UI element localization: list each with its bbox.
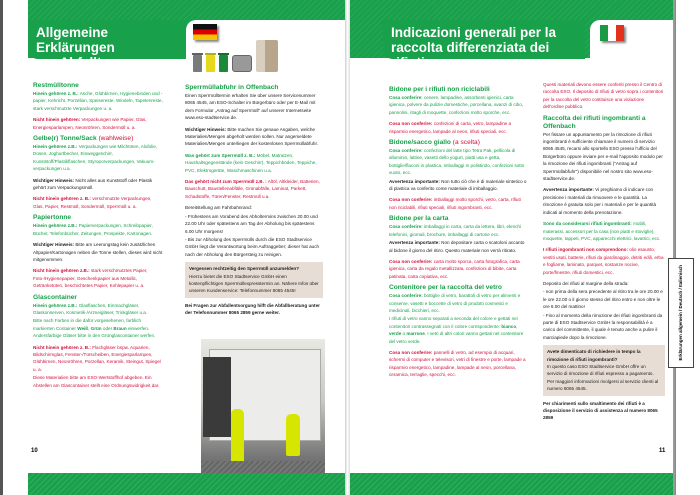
- out-label: Cosa non conferire:: [389, 349, 433, 355]
- hint-label: Avvertenza importante:: [543, 187, 594, 193]
- ingombranti-intro: Per fissare un appuntamento per la rimozione di rifiuti ingombranti è sufficiente chiamare il numero di servizio 8065 4545, recarsi allo sportello ESO presso l'ufficio del Bürgerbüro oppure inviare per e-mail l'apposito modulo per la rimozione dei rifiuti ingombranti ("Antrag auf Sperrmüllabfuhr") disponibile nel nostro sito www.eso-stadtservice.de.: [543, 131, 663, 182]
- in-text: Asche, Glühbirnen, Hygienebinden und -papier, Kehricht, Porzellan, Speisereste, Windeln, Tapetenreste, stark verschmutzte Verpackungen u. a.: [33, 91, 163, 111]
- color-or: o: [402, 331, 406, 337]
- color-text-2: einwerfen. Andersfarbige Gläser bitte in den Grünglascontainer werfen.: [33, 325, 156, 339]
- glass-warning: Questi materiali devono essere conferiti presso il Centro di raccolta ESO. Il deposito di rifiuti di vetro sopra i contenitori per la raccolta del vetro costituisce una violazione dell'ordine pubblico.: [543, 82, 664, 110]
- left-page: [0, 0, 345, 495]
- heading-vetro: Contenitore per la raccolta del vetro: [389, 284, 502, 292]
- heading-giallo: Bidone/sacco giallo: [389, 139, 451, 147]
- in-label: Sono da considerarsi rifiuti ingombranti:: [543, 221, 632, 227]
- in-text: confezioni del latte tipo Tetra Pak, pellicola di alluminio, lattine, vasetti dello yogurt, piatti usa e getta, bottiglie/flaconi in plastica, imballaggi in polistirolo, confezioni sotto vuoto, ecc.: [389, 148, 525, 176]
- reminder-note: [185, 262, 323, 298]
- in-text: Papierverpackungen, Schreibpapier, Bücher, Telefonbücher, Zeitungen, Prospekte, Kartonagen.: [33, 223, 153, 236]
- in-label: Hinein gehören z.B.:: [33, 223, 78, 229]
- in-text: mobili, materassi, accessori per la casa (non piatti e stoviglie), moquette, tappeti, PVC, apparecchi elettrici, lavatrici, ecc.: [543, 221, 661, 241]
- provision-item-2: - Bis zur Abholung des Sperrmülls durch die ESO Stadtservice GmbH liegt die Verantwortung beim Auftraggeber; dieser hat auch nach der Abholung den Bürgersteig zu reinigen.: [185, 236, 320, 257]
- green-bin-icon: [219, 55, 228, 72]
- out-label: Cosa non conferire:: [389, 197, 433, 203]
- provision-item-1: - Frühestens am Vorabend des Abholtermins zwischen 20.00 und 22.00 Uhr oder spätestens am Tag der Abholung bis spätestens 6.00 Uhr morgens!: [185, 213, 318, 234]
- yellow-bin-icon: [206, 55, 215, 72]
- side-tab-label: Erklärungen allgemein / Deutsch / Italienisch: [677, 265, 683, 361]
- in-text: Glasflaschen, Einmachgläser, Glaskonserven, Kosmetik-/Arzneigläser, Trinkgläser u.a.: [33, 302, 148, 315]
- in-text: cenere, lampadine, assorbenti igienici, carta igienica, polvere da pulizie domestiche, porcellana, avanzi di cibo, pannolini, ritagli di moquette, confezioni molto sporche, ecc.: [389, 95, 524, 115]
- out-text-2: Diese Materialien bitte am ESO-Wertstoffhof abgeben. Ein Abstellen am Glascontainer stellt eine Ordnungswidrigkeit dar.: [33, 375, 160, 388]
- right-page: [350, 0, 675, 495]
- hint-text: Bitte machen Sie genaue Angaben, welche Materialien/Mengen abgeholt werden sollen. Nur angemeldete Materialien/Mengen unterliegen der kostenlosen Sperrmüllabfuhr.: [185, 126, 319, 147]
- out-text: imballaggi molto sporchi, vetro, carta, rifiuti non riciclabili, rifiuti speciali, rifiuti ingombranti, ecc.: [389, 197, 521, 210]
- in-label: Cosa conferire:: [389, 148, 423, 154]
- worker-2: [286, 414, 300, 456]
- provision-title: Deposito dei rifiuti al margine della strada:: [543, 280, 629, 286]
- hint-label: Wichtiger Hinweis:: [33, 242, 75, 248]
- in-label: Cosa conferire:: [389, 293, 423, 299]
- hint-text: Non tutto ciò che è di materiale sintetico o di plastica va conferito come materiale di imballaggio.: [389, 178, 527, 192]
- heading-ingombranti: Raccolta dei rifiuti ingombranti a Offenbach: [543, 114, 646, 130]
- title-line-2: raccolta differenziata dei rifiuti: [391, 40, 550, 70]
- note-text: Hierzu bietet die ESO Stadtservice GmbH einen kostenpflichtigen Sperrmüllexpresstermin an. Nähere Infos über unseren Kundenservice: Telefonnummer 8065 4545!: [189, 273, 319, 294]
- note-text: In questo caso ESO Stadtservice GmbH offre un servizio di rimozione di rifiuti espresso a pagamento. Per maggiori informazioni rivolgersi al servizio clienti al numero 8065 4545.: [547, 364, 659, 392]
- heading-gelbe-extra: (wahlweise): [98, 135, 134, 143]
- out-label: Nicht hinein gehören:: [33, 117, 81, 123]
- side-tab: [668, 258, 694, 368]
- out-label: Nicht hinein gehören z. B.:: [33, 196, 91, 202]
- page-title-de: [28, 20, 186, 70]
- color-brown: marrone: [406, 331, 425, 337]
- hint-text: Bitte am Leerungstag kein zusätzliches Altpapier/Kartonagen neben die Tonne stellen, dieses wird nicht mitgenommen.: [33, 242, 163, 262]
- bulky-waste-icon: [256, 40, 278, 72]
- in-text: imballaggi in carta, carta da lettera, libri, elenchi telefonici, giornali, brochure, imballaggi di cartone ecc.: [389, 224, 522, 237]
- heading-giallo-extra: (a scelta): [452, 139, 480, 147]
- right-col-1: Bidone per i rifiuti non riciclabili Cosa conferire: cenere, lampadine, assorbenti igienici, carta igienica, polvere da pulizie domestiche, porcellana, avanzi di cibo, pannolini, ritagli di moquette, confezioni molto sporche, ecc. Cosa non conferire: confezioni di carta, vetro, lampadine a risparmio energetico, lampade al neon, rifiuti speciali, ecc. Bidone/sacco giallo (a scelta) Cosa conferire: confezioni del latte tipo Tetra Pak, pellicola di alluminio, lattine, vasetti dello yogurt, piatti usa e getta, bottiglie/flaconi in plastica, imballaggi in polistirolo, confezioni sotto vuoto, ecc. Avvertenza importante: Non tutto ciò che è di materiale sintetico o di plastica va conferito come materiale di imballaggio. Cosa non conferire: imballaggi molto sporchi, vetro, carta, rifiuti non riciclabili, rifiuti speciali, rifiuti ingombranti, ecc. Bidone per la carta Cosa conferire: imballaggi in carta, carta da lettera, libri, elenchi telefonici, giornali, brochure, imballaggi di cartone ecc. Avvertenza importante: Non depositare carta o scatoloni accanto al bidone il giorno del ritiro. Questo materiale non verrà ritirato. Cosa non conferire: carta molto sporca, carta fotografica, carta igienica, carta da regalo metallizzata, confezioni di bibite, carta patinata, carta copiativa, ecc. Contenitore per la raccolta del vetro Cosa conferire: bottiglie di vetro, barattoli di vetro per alimenti e conserve, vasetti e boccette di vetro di prodotti cosmetici e medicinali, bicchieri, ecc. I rifiuti di vetro vanno separati a seconda del colore e gettati nei contenitori contrassegnati con il colore corrispondente: bianco, verde o marrone. I vetri di altri colori vanno gettati nel contenitore del vetro verde. Cosa non conferire: pannelli di vetro, ad esempio di acquari, schermi di computer e televisori, vetri di finestre e porte, lampade a risparmio energetico, lampadine, lampade al neon, porcellana, ceramica, terraglie, specchi, ecc.: [389, 83, 529, 383]
- out-label: Nicht hinein gehören z. B.:: [33, 344, 91, 350]
- contact-info: Per chiarimenti sullo smaltimento dei rifiuti è a disposizione il servizio di assistenza al numero 8065 2859: [543, 400, 658, 421]
- footer-band: [28, 473, 345, 495]
- in-text: Verpackungen wie Milchtüten, Alufolie, Dosen, Joghurtbecher, Einweggeschirr, Kunststoff/Plastikflaschen, Styroporverpackungen, Vakuum- verpackungen u.a.: [33, 144, 158, 172]
- italy-flag-icon: [600, 25, 624, 41]
- in-label: Hinein gehören z.B.:: [33, 144, 78, 150]
- hint-text: Vi preghiamo di indicare con precisione i materiali da rimuovere e le quantità. La rimozione è gratuita solo per i materiali e per le quantità indicati al momento della prenotazione.: [543, 187, 657, 215]
- heading-sperrmuell: Sperrmüllabfuhr in Offenbach: [185, 84, 279, 91]
- hint-label: Wichtiger Hinweis:: [185, 126, 227, 132]
- heading-gelbe: Gelbe(r) Tonne/Sack: [33, 135, 97, 143]
- reminder-note: [543, 345, 665, 395]
- hint-label: Avvertenza importante:: [389, 178, 440, 184]
- bin-icons: [193, 40, 278, 72]
- footer-band: [350, 473, 673, 495]
- color-text: Bitte nach Farben in die dafür vorgesehenen, farblich markierten Container: [33, 318, 142, 331]
- out-text: Altöl, Altkleider, Batterien, Bauschutt, Baustellenabfälle, Grünabfälle, Laminat, Parkett, Schadstoffe, Türen/Fenster, Restmüll u.a.: [185, 179, 320, 199]
- heading-non-riciclabili: Bidone per i rifiuti non riciclabili: [389, 86, 490, 93]
- out-label: Cosa non conferire:: [389, 121, 433, 127]
- germany-flag-icon: [193, 24, 217, 40]
- title-line-1: Indicazioni generali per la: [391, 25, 557, 40]
- out-label: I rifiuti ingombranti non comprendono:: [543, 247, 628, 253]
- hint-label: Avvertenza importante:: [389, 240, 440, 246]
- out-text: carta molto sporca, carta fotografica, carta igienica, carta da regalo metallizzata, confezioni di bibite, carta patinata, carta copiativa, ecc.: [389, 258, 520, 279]
- next-page-edge: [675, 0, 700, 495]
- title-line-1: Allgemeine Erklärungen: [36, 25, 115, 55]
- heading-restmuell: Restmülltonne: [33, 82, 79, 89]
- color-text-2: . I vetri di altri colori vanno gettati nel contenitore del vetro verde.: [389, 331, 524, 344]
- color-brown: Braun: [113, 325, 127, 331]
- color-green: verde: [389, 331, 402, 337]
- out-text: Flachgläser bspw. Aquarien, Bildschirmglas, Fenster-/Türscheiben, Energiesparlampen, Glühbirnen, Neonröhren, Porzellan, Keramik, Steingut, Spiegel u. a.: [33, 344, 161, 372]
- provision-item-1: - non prima della sera precedente al ritiro tra le ore 20.00 e le ore 22.00 o il giorno stesso del ritiro entro e non oltre le ore 6.00 del mattino!: [543, 289, 663, 310]
- note-title: Avete dimenticato di richiedere in tempo la rimozione di rifiuti ingombranti?: [547, 349, 641, 362]
- provision-title: Bereitstellung am Fahrbahnrand:: [185, 205, 252, 211]
- in-label: Cosa conferire:: [389, 224, 423, 230]
- hint-text: Nicht alles aus Kunststoff oder Plastik gehört zum Verpackungsmüll.: [33, 177, 153, 191]
- out-text: verschmutzte Verpackungen, Glas, Papier, Restmüll, Sondermüll, Sperrmüll u. a.: [33, 196, 152, 209]
- out-text: pannelli di vetro, ad esempio di acquari, schermi di computer e televisori, vetri di finestre e porte, lampade a risparmio energetico, lampadine, lampade al neon, porcellana, ceramica, terraglie, specchi, ecc.: [389, 349, 526, 378]
- out-text: olio esausto, vestiti usati, batterie, rifiuti da giardinaggio, detriti edili, erba e fogliame, laminato, parquet, sostanze nocive, porte/finestre, rifiuti domestici, ecc.: [543, 247, 664, 275]
- color-green: Grün: [90, 325, 102, 331]
- in-label: Hinein gehören z.B.:: [33, 302, 78, 308]
- page-title-it: [383, 20, 585, 70]
- out-label: Nicht hinein gehören z.B.:: [33, 268, 90, 274]
- contact-info: Bei Fragen zur Abfallentsorgung hilft die Abfallberatung unter der Telefonnummer 8065 2859 gerne weiter.: [185, 302, 320, 316]
- title-line-2: zur Abfalltrennung: [36, 55, 156, 70]
- page-number-left: 10: [27, 446, 42, 456]
- provision-item-2: - Fino al momento della rimozione dei rifiuti ingombranti da parte di ESO Stadtservice GmbH la responsabilità è a carico del committente, il quale è tenuto anche a pulire il marciapiede dopo la rimozione.: [543, 312, 663, 340]
- out-text: stark verschmutztes Papier, Foto-/Hygienepapier, Geschenkpapier aus Metallic, Getränketüten, beschichtetes Papier, Kohlepapier u. a.: [33, 268, 148, 289]
- truck-rear: [203, 357, 231, 437]
- right-col-2: [543, 81, 665, 426]
- color-white: Weiß: [77, 325, 89, 331]
- out-text: Verpackungen wie Papier, Glas, Energiesparlampen, Neonröhren, Sondermüll u. a.: [33, 117, 147, 130]
- out-label: Cosa non conferire:: [389, 258, 433, 264]
- in-text: Möbel, Matratzen, Haushaltsgegenstände (kein Geschirr), Teppichböden, Teppiche, PVC, Elektrogeräte, Waschmaschinen u.a.: [185, 152, 317, 173]
- note-title: Vergessen rechtzeitig den Sperrmüll anzumelden?: [189, 266, 300, 272]
- left-col-1: Restmülltonne Hinein gehören z. B.: Asche, Glühbirnen, Hygienebinden und -papier, Kehricht, Porzellan, Speisereste, Windeln, Tapetenreste, stark verschmutzte Verpackungen u. a. Nicht hinein gehören: Verpackungen wie Papier, Glas, Energiesparlampen, Neonröhren, Sondermüll u. a. Gelbe(r) Tonne/Sack (wahlweise) Hinein gehören z.B.: Verpackungen wie Milchtüten, Alufolie, Dosen, Joghurtbecher, Einweggeschirr, Kunststoff/Plastikflaschen, Styroporverpackungen, Vakuum- verpackungen u.a. Wichtiger Hinweis: Nicht alles aus Kunststoff oder Plastik gehört zum Verpackungsmüll. Nicht hinein gehören z. B.: verschmutzte Verpackungen, Glas, Papier, Restmüll, Sondermüll, Sperrmüll u. a. Papiertonne Hinein gehören z.B.: Papierverpackungen, Schreibpapier, Bücher, Telefonbücher, Zeitungen, Prospekte, Kartonagen. Wichtiger Hinweis: Bitte am Leerungstag kein zusätzliches Altpapier/Kartonagen neben die Tonne stellen, dieses wird nicht mitgenommen. Nicht hinein gehören z.B.: stark verschmutztes Papier, Foto-/Hygienepapier, Geschenkpapier aus Metallic, Getränketüten, beschichtetes Papier, Kohlepapier u. a. Glascontainer Hinein gehören z.B.: Glasflaschen, Einmachgläser, Glaskonserven, Kosmetik-/Arzneigläser, Trinkgläser u.a. Bitte nach Farben in die dafür vorgesehenen, farblich markierten Container Weiß, Grün oder Braun einwerfen. Andersfarbige Gläser bitte in den Grünglascontainer werfen. Nicht hinein gehören z. B.: Flachgläser bspw. Aquarien, Bildschirmglas, Fenster-/Türscheiben, Energiesparlampen, Glühbirnen, Neonröhren, Porzellan, Keramik, Steingut, Spiegel u. a. Diese Materialien bitte am ESO-Wertstoffhof abgeben. Ein Abstellen am Glascontainer stellt eine Ordnungswidrigkeit dar.: [33, 82, 163, 388]
- grey-bin-icon: [193, 55, 202, 72]
- heading-carta: Bidone per la carta: [389, 215, 449, 223]
- color-white: bianco: [501, 323, 517, 329]
- left-col-2: [185, 81, 323, 321]
- out-text: confezioni di carta, vetro, lampadine a risparmio energetico, lampade al neon, rifiuti speciali, ecc.: [389, 121, 512, 134]
- sperrmuell-intro: Einen Sperrmülltermin erhalten Sie über unsere Servicenummer 8065 4545, am ESO-Schalter im Bürgerbüro oder per E-Mail mit dem Formular „Antrag auf Sperrmüll“ auf unserer Internetseite www.eso-stadtservice.de.: [185, 93, 316, 121]
- color-text: I rifiuti di vetro vanno separati a seconda del colore e gettati nei contenitori contrassegnati con il colore corrispondente:: [389, 316, 518, 329]
- glass-container-icon: [232, 55, 252, 72]
- heading-papier: Papiertonne: [33, 214, 72, 222]
- hint-label: Wichtiger Hinweis:: [33, 177, 75, 183]
- hint-text: Non depositare carta o scatoloni accanto al bidone il giorno del ritiro. Questo materiale non verrà ritirato.: [389, 240, 525, 253]
- in-text: bottiglie di vetro, barattoli di vetro per alimenti e conserve, vasetti e boccette di vetro di prodotti cosmetici e medicinali, bicchieri, ecc.: [389, 293, 521, 313]
- in-label: Was gehört zum Sperrmüll z. B.:: [185, 152, 256, 158]
- in-label: Cosa conferire:: [389, 95, 423, 100]
- heading-glas: Glascontainer: [33, 293, 77, 301]
- in-label: Hinein gehören z. B.:: [33, 91, 79, 96]
- garbage-truck-photo: [201, 339, 325, 495]
- page-number-right: 11: [655, 446, 669, 456]
- color-or: oder: [102, 325, 113, 331]
- out-label: Das gehört nicht zum Sperrmüll z.B. :: [185, 179, 267, 185]
